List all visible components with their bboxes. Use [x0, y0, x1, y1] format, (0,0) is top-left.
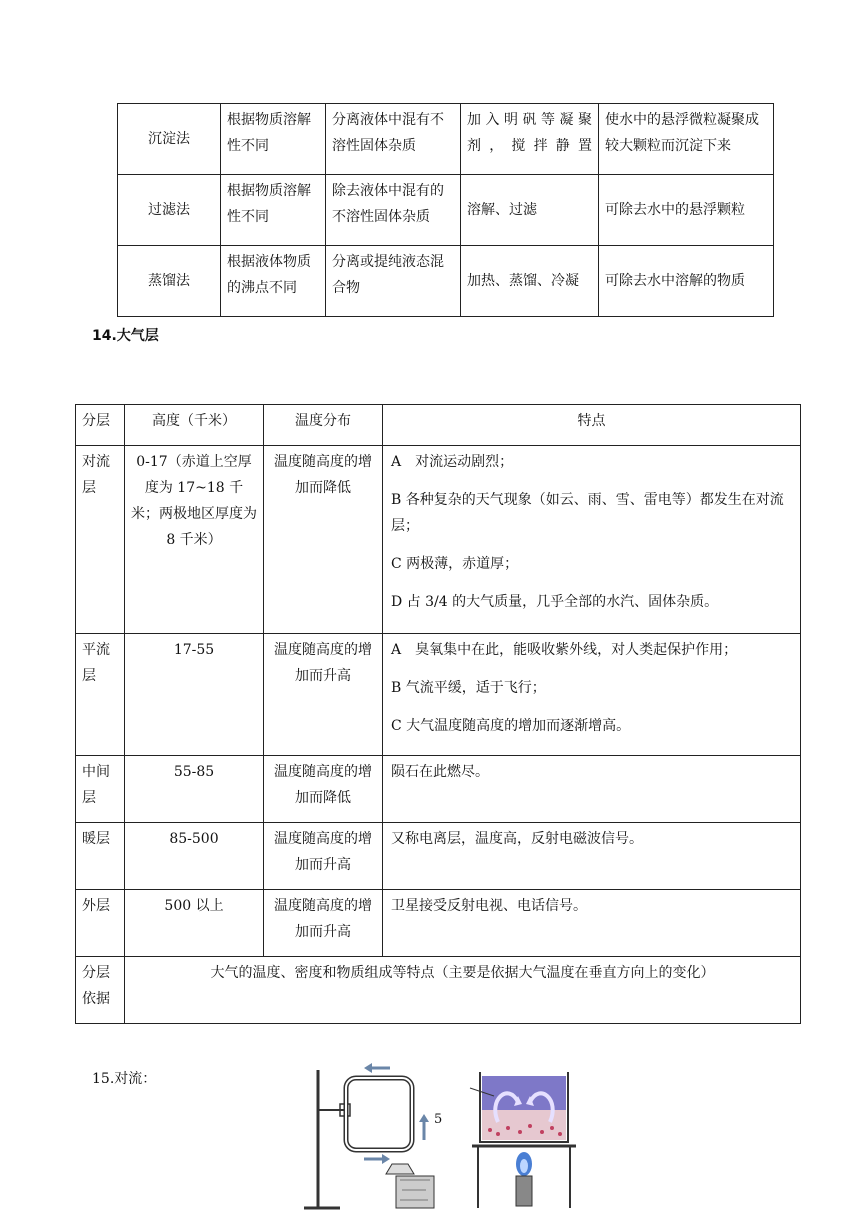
layer-temperature: 温度随高度的增加而降低: [264, 756, 383, 823]
atmosphere-layers-table: [75, 404, 801, 1024]
table-header-row: [76, 405, 801, 446]
method-effect: 可除去水中溶解的物质: [599, 246, 774, 317]
layer-height: 17-55: [125, 634, 264, 756]
method-operation: 加热、蒸馏、冷凝: [461, 246, 599, 317]
method-purpose: 除去液体中混有的不溶性固体杂质: [326, 175, 461, 246]
page-number: 5: [434, 1112, 443, 1127]
feature-line: B 各种复杂的天气现象（如云、雨、雪、雷电等）都发生在对流层；: [391, 492, 784, 534]
table-row: [118, 175, 774, 246]
feature-line: C 大气温度随高度的增加而逐渐增高。: [391, 718, 631, 734]
feature-line: A 臭氧集中在此，能吸收紫外线，对人类起保护作用；: [391, 642, 738, 658]
table-row: [118, 104, 774, 175]
method-purpose: 分离或提纯液态混合物: [326, 246, 461, 317]
method-principle: 根据液体物质的沸点不同: [221, 246, 326, 317]
method-name: 蒸馏法: [118, 246, 221, 317]
method-name: 沉淀法: [118, 104, 221, 175]
feature-line: 卫星接受反射电视、电话信号。: [391, 898, 587, 914]
layer-height: 500 以上: [125, 890, 264, 957]
section-14-heading: 14.大气层: [92, 328, 159, 344]
layer-temperature: 温度随高度的增加而升高: [264, 634, 383, 756]
method-effect: 使水中的悬浮微粒凝聚成较大颗粒而沉淀下来: [599, 104, 774, 175]
layer-name: 外层: [76, 890, 125, 957]
feature-line: 陨石在此燃尽。: [391, 764, 489, 780]
layer-height: 55-85: [125, 756, 264, 823]
layer-features: [383, 756, 801, 823]
layer-temperature: 温度随高度的增加而升高: [264, 890, 383, 957]
heated-beaker-convection-icon: [468, 1060, 588, 1210]
feature-line: A 对流运动剧烈；: [391, 454, 514, 470]
convection-figure: [300, 1060, 590, 1210]
table-row: [76, 823, 801, 890]
section-15-heading: 15.对流：: [92, 1071, 157, 1087]
layer-name: 暖层: [76, 823, 125, 890]
header-temperature: 温度分布: [264, 405, 383, 446]
header-height: 高度（千米）: [125, 405, 264, 446]
layer-temperature: 温度随高度的增加而降低: [264, 446, 383, 634]
method-name: 过滤法: [118, 175, 221, 246]
feature-line: 又称电离层，温度高，反射电磁波信号。: [391, 831, 643, 847]
layer-height: 85-500: [125, 823, 264, 890]
method-principle: 根据物质溶解性不同: [221, 175, 326, 246]
feature-line: D 占 3/4 的大气质量，几乎全部的水汽、固体杂质。: [391, 594, 719, 610]
method-effect: 可除去水中的悬浮颗粒: [599, 175, 774, 246]
convection-tube-apparatus-icon: [300, 1060, 450, 1210]
method-purpose: 分离液体中混有不溶性固体杂质: [326, 104, 461, 175]
layer-name: 对流层: [76, 446, 125, 634]
layer-features: [383, 446, 801, 634]
header-layer: 分层: [76, 405, 125, 446]
layer-features: [383, 634, 801, 756]
layer-name: 中间层: [76, 756, 125, 823]
water-purification-methods-table: [117, 103, 774, 317]
table-row: [76, 957, 801, 1024]
table-row: [118, 246, 774, 317]
feature-line: C 两极薄，赤道厚；: [391, 556, 519, 572]
method-operation: 加入明矾等凝聚剂，搅拌静置: [461, 104, 599, 175]
feature-line: B 气流平缓，适于飞行；: [391, 680, 546, 696]
header-features: 特点: [383, 405, 801, 446]
layer-features: [383, 823, 801, 890]
table-row: [76, 756, 801, 823]
layer-features: [383, 890, 801, 957]
table-row: [76, 446, 801, 634]
method-operation: 溶解、过滤: [461, 175, 599, 246]
layer-temperature: 温度随高度的增加而升高: [264, 823, 383, 890]
basis-label: 分层依据: [76, 957, 125, 1024]
layer-height: 0-17（赤道上空厚度为 17~18 千米；两极地区厚度为 8 千米）: [125, 446, 264, 634]
basis-text: 大气的温度、密度和物质组成等特点（主要是依据大气温度在垂直方向上的变化）: [125, 957, 801, 1024]
method-principle: 根据物质溶解性不同: [221, 104, 326, 175]
table-row: [76, 890, 801, 957]
table-row: [76, 634, 801, 756]
layer-name: 平流层: [76, 634, 125, 756]
